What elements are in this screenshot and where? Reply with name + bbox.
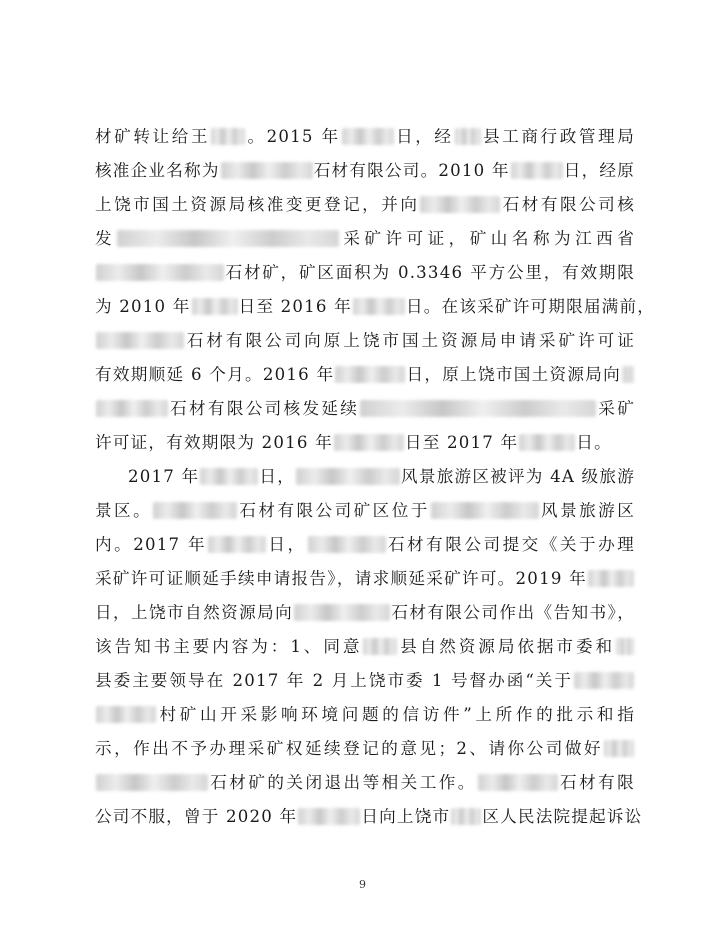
text-segment: 采矿许可证顺延手续申请报告》，请求顺延采矿许可。2019 年 bbox=[95, 569, 587, 588]
text-segment: 石材矿，矿区面积为 0.3346 平方公里，有效期限 bbox=[225, 263, 635, 282]
text-segment: 石材矿的关闭退出等相关工作。 bbox=[209, 773, 477, 792]
text-segment: 区人民法院提起诉讼 bbox=[482, 807, 643, 826]
text-line bbox=[95, 800, 643, 834]
redaction-mark bbox=[574, 672, 634, 689]
text-segment: 公司不服，曾于 2020 年 bbox=[95, 807, 298, 826]
text-segment: 石材有限公司提交《关于办理 bbox=[386, 535, 635, 554]
text-segment: 材矿转让给王 bbox=[95, 127, 211, 146]
text-segment: 日，原上饶市国土资源局向 bbox=[406, 365, 621, 384]
text-line bbox=[95, 256, 635, 290]
text-line bbox=[95, 290, 656, 324]
text-segment: 石材有限公司矿区位于 bbox=[238, 501, 430, 520]
redaction-mark bbox=[342, 128, 394, 145]
text-line bbox=[95, 528, 635, 562]
text-segment: 石材有限公司核发延续 bbox=[169, 399, 360, 418]
text-segment: 风景旅游区 bbox=[539, 501, 636, 520]
redaction-mark bbox=[478, 774, 558, 791]
redaction-mark bbox=[96, 706, 156, 723]
text-segment: 上饶市国土资源局核准变更登记，并向 bbox=[95, 195, 420, 214]
redaction-mark bbox=[363, 638, 397, 655]
text-line bbox=[95, 426, 635, 460]
text-line bbox=[95, 664, 635, 698]
redaction-mark bbox=[420, 196, 500, 213]
text-segment: 日至 2016 年 bbox=[238, 297, 352, 316]
text-segment: 有效期顺延 6 个月。2016 年 bbox=[95, 365, 335, 384]
redaction-mark bbox=[335, 366, 405, 383]
text-segment: 景区。 bbox=[95, 501, 153, 520]
redaction-mark bbox=[588, 570, 634, 587]
text-segment: 采矿 bbox=[597, 399, 636, 418]
text-segment: 日，经 bbox=[394, 127, 454, 146]
text-segment: 石材有限公司作出《告知书》， bbox=[391, 603, 636, 622]
redaction-mark bbox=[153, 502, 237, 519]
redaction-mark bbox=[200, 468, 258, 485]
text-line bbox=[95, 154, 635, 188]
text-segment: 2017 年 bbox=[128, 467, 200, 486]
text-segment: 县委主要领导在 2017 年 2 月上饶市委 1 号督办函“关于 bbox=[95, 671, 573, 690]
text-segment: 日，上饶市自然资源局向 bbox=[95, 603, 294, 622]
redaction-mark bbox=[294, 604, 390, 621]
text-segment: 日， bbox=[259, 467, 296, 486]
text-segment: 示，作出不予办理采矿权延续登记的意见；2、请你公司做好 bbox=[95, 739, 603, 758]
text-segment: 采矿许可证，矿山名称为江西省 bbox=[340, 229, 635, 248]
text-segment: 县工商行政管理局 bbox=[481, 127, 636, 146]
text-line bbox=[95, 392, 635, 426]
text-segment: 日。 bbox=[576, 433, 612, 452]
redaction-mark bbox=[208, 536, 266, 553]
text-line bbox=[95, 562, 635, 596]
redaction-mark bbox=[451, 808, 481, 825]
text-segment: 为 2010 年 bbox=[95, 297, 191, 316]
redaction-mark bbox=[616, 638, 634, 655]
text-line bbox=[95, 732, 635, 766]
redaction-mark bbox=[96, 332, 184, 349]
text-segment: 该告知书主要内容为：1、同意 bbox=[95, 637, 363, 656]
redaction-mark bbox=[360, 400, 596, 417]
text-segment: 风景旅游区被评为 4A 级旅游 bbox=[401, 467, 635, 486]
text-line bbox=[95, 222, 635, 256]
text-segment: 石材有限公司。2010 年 bbox=[313, 161, 510, 180]
redaction-mark bbox=[604, 740, 634, 757]
redaction-mark bbox=[298, 808, 360, 825]
text-segment: 石材有限公司核 bbox=[501, 195, 636, 214]
redaction-mark bbox=[455, 128, 481, 145]
text-segment: 发 bbox=[95, 229, 117, 248]
text-segment: 石材有限公司向原上饶市国土资源局申请采矿许可证 bbox=[185, 331, 635, 350]
text-segment: 县自然资源局依据市委和 bbox=[398, 637, 616, 656]
redaction-mark bbox=[117, 230, 339, 247]
redaction-mark bbox=[511, 162, 563, 179]
text-segment: 。2015 年 bbox=[246, 127, 341, 146]
redaction-mark bbox=[334, 434, 404, 451]
text-segment: 村矿山开采影响环境问题的信访件”上所作的批示和指 bbox=[157, 705, 635, 724]
text-segment: 日， bbox=[267, 535, 307, 554]
text-line bbox=[95, 596, 635, 630]
text-segment: 核准企业名称为 bbox=[95, 161, 220, 180]
text-line bbox=[95, 358, 635, 392]
text-line bbox=[95, 188, 635, 222]
redaction-mark bbox=[431, 502, 539, 519]
text-line bbox=[95, 494, 635, 528]
redaction-mark bbox=[96, 400, 168, 417]
text-segment: 日，经原 bbox=[563, 161, 635, 180]
redaction-mark bbox=[221, 162, 313, 179]
text-segment: 石材有限 bbox=[558, 773, 635, 792]
redaction-mark bbox=[622, 366, 634, 383]
text-line bbox=[95, 120, 635, 154]
text-line bbox=[95, 698, 635, 732]
redaction-mark bbox=[96, 264, 224, 281]
text-line bbox=[95, 630, 635, 664]
redaction-mark bbox=[192, 298, 238, 315]
page-number: 9 bbox=[359, 878, 366, 891]
redaction-mark bbox=[96, 774, 208, 791]
redaction-mark bbox=[211, 128, 245, 145]
redaction-mark bbox=[308, 536, 386, 553]
text-segment: 日至 2017 年 bbox=[404, 433, 519, 452]
text-line bbox=[95, 324, 635, 358]
text-line bbox=[95, 460, 635, 494]
text-segment: 日。在该采矿许可期限届满前， bbox=[405, 297, 656, 316]
redaction-mark bbox=[519, 434, 575, 451]
body-text bbox=[95, 120, 656, 834]
redaction-mark bbox=[353, 298, 405, 315]
text-line bbox=[95, 766, 635, 800]
text-segment: 日向上饶市 bbox=[361, 807, 451, 826]
text-segment: 内。2017 年 bbox=[95, 535, 208, 554]
redaction-mark bbox=[296, 468, 400, 485]
text-segment: 许可证，有效期限为 2016 年 bbox=[95, 433, 333, 452]
